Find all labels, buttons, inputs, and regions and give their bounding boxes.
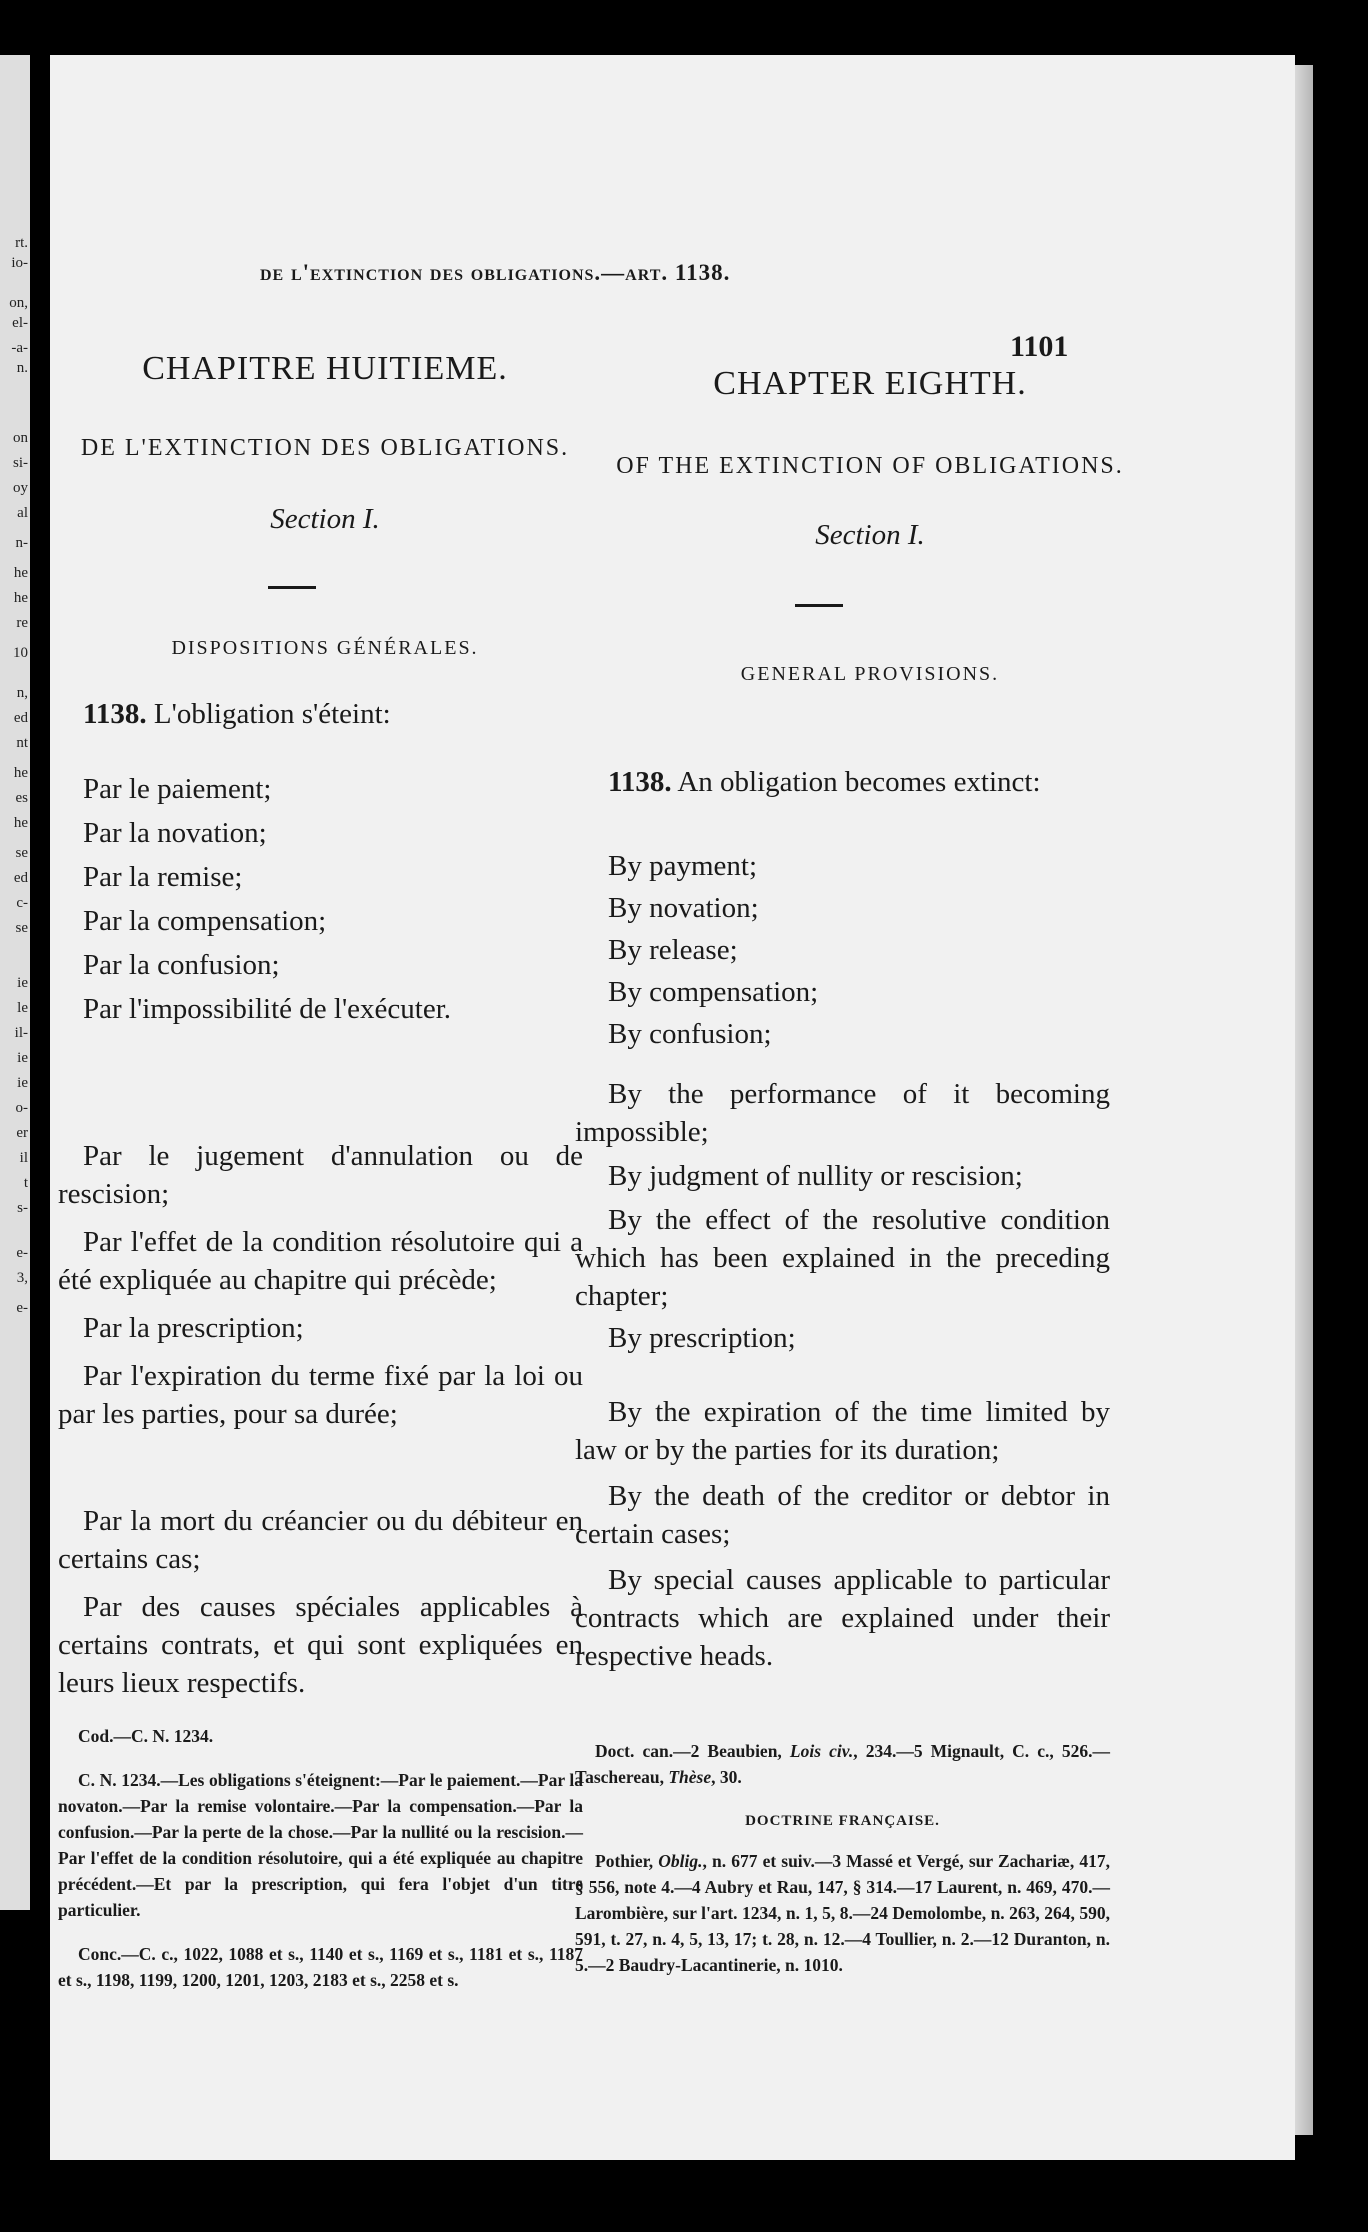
previous-page-fragment: nt [16, 735, 28, 751]
doct-italic-2: Thèse [668, 1767, 712, 1787]
list-item: Par l'expiration du terme fixé par la loi ou par les parties, pour sa durée; [58, 1360, 583, 1430]
previous-page-fragment: he [13, 565, 28, 581]
cod-text: —C. N. 1234. [113, 1726, 214, 1746]
previous-page-fragment: he [13, 590, 28, 606]
previous-page-fragment: al [17, 505, 28, 521]
list-item: By the performance of it becoming impossible; [575, 1078, 1110, 1148]
previous-page-fragment: il [19, 1150, 28, 1166]
previous-page-fragment: er [16, 1125, 28, 1141]
previous-page-fragment: oy [13, 480, 28, 496]
previous-page-fragment: re [16, 615, 28, 631]
previous-page-fragment: se [15, 845, 28, 861]
previous-page-fragment: el- [12, 315, 28, 331]
list-item: Par le jugement d'annulation ou de rescision; [58, 1140, 583, 1210]
heading-en: GENERAL PROVISIONS. [740, 663, 1000, 685]
doctrine-italic: Oblig. [658, 1851, 703, 1871]
list-item: Par l'effet de la condition résolutoire qui a été expliquée au chapitre qui précède; [58, 1226, 583, 1296]
doctrine-text: , n. 677 et suiv.—3 Massé et Vergé, sur Zachariæ, 417, § 556, note 4.—4 Aubry et Rau, 147, § 314.—17 Laurent, n. 469, 470.—Larombière, sur l'art. 1234, n. 1, 5, 8.—24 Demolombe, n. 263, 264, 590, 591, t. 27, n. 4, 5, 13, 17; t. 28, n. 12.—4 Toullier, n. 2.—12 Duranton, n. 5.—2 Baudry-Lacantinerie, n. 1010. [575, 1851, 1111, 1975]
subtitle-fr: DE L'EXTINCTION DES OBLIGATIONS. [80, 435, 570, 461]
chapter-title-en: CHAPTER EIGHTH. [713, 365, 1027, 402]
section-en: Section I. [815, 519, 925, 551]
previous-page-fragment: e- [16, 1300, 28, 1316]
previous-page-fragment: he [13, 765, 28, 781]
previous-page-fragment: 3, [16, 1270, 28, 1286]
previous-page-fragment: n. [16, 360, 28, 376]
previous-page-fragment: si- [13, 455, 28, 471]
cn-text: —Les obligations s'éteignent:—Par le paiement.—Par la novaton.—Par la remise volontaire.—Par la compensation.—Par la confusion.—Par la perte de la chose.—Par la nullité ou la rescision.—Par l'effet de la condition résolutoire, qui a été expliquée au chapitre précédent.—Et par la prescription, qui fera l'objet d'un titre particulier. [58, 1770, 584, 1920]
running-head-title: de l'extinction des obligations.—art. 1138. [260, 260, 731, 285]
subtitle-en: OF THE EXTINCTION OF OBLIGATIONS. [616, 453, 1124, 479]
page-edge-shadow [1295, 65, 1313, 2135]
book-page [50, 55, 1295, 2160]
list-item: Par la remise; [83, 861, 243, 893]
doct-label: Doct. can. [595, 1741, 674, 1761]
list-item: Par le paiement; [83, 773, 272, 805]
previous-page-fragment: 10 [13, 645, 28, 661]
previous-page-fragment: n, [16, 685, 28, 701]
previous-page-fragment: io- [11, 255, 28, 271]
previous-page-fragment: ie [17, 975, 28, 991]
list-b-en [575, 1075, 1110, 1357]
article-intro-line [575, 765, 1110, 799]
previous-page-edge [0, 55, 30, 1910]
previous-page-fragment: le [17, 1000, 28, 1016]
previous-page-fragment: n- [15, 535, 28, 551]
list-item: By the effect of the resolutive condition which has been explained in the preceding chapter; [575, 1204, 1110, 1312]
previous-page-fragment: ed [13, 710, 28, 726]
section-fr: Section I. [270, 503, 380, 535]
list-item: By judgment of nullity or rescision; [608, 1160, 1023, 1192]
list-item: By the expiration of the time limited by law or by the parties for its duration; [575, 1396, 1110, 1466]
doctrine-francaise-note [575, 1848, 1110, 1978]
list-item: By novation; [608, 892, 759, 924]
previous-page-fragment: t [23, 1175, 28, 1191]
article-intro-text-en: An obligation becomes extinct: [677, 766, 1041, 798]
previous-page-fragment: se [15, 920, 28, 936]
cn-label: C. N. 1234. [78, 1770, 161, 1790]
list-item: Par la prescription; [83, 1312, 304, 1344]
list-item: By payment; [608, 850, 758, 882]
list-item: By release; [608, 934, 738, 966]
list-item: Par la confusion; [83, 949, 280, 981]
list-item: Par la compensation; [83, 905, 327, 937]
doct-post: , 30. [711, 1767, 742, 1787]
chapter-title-fr: CHAPITRE HUITIEME. [142, 350, 508, 387]
page-number: 1101 [1010, 330, 1069, 363]
heading-fr: DISPOSITIONS GÉNÉRALES. [171, 637, 479, 659]
previous-page-fragment: on, [9, 295, 28, 311]
previous-page-fragment: c- [16, 895, 28, 911]
doctrine-notes-en [575, 1738, 1110, 1978]
separator-rule-en [795, 604, 843, 607]
doct-mid: , 234.—5 Mignault, C. c., 526.—Taschereau, [575, 1741, 1110, 1787]
right-column [50, 55, 1295, 2160]
list-item: Par la mort du créancier ou du débiteur en certains cas; [58, 1505, 583, 1575]
doctrine-heading: DOCTRINE FRANÇAISE. [745, 1813, 940, 1829]
previous-page-fragment: s- [17, 1200, 28, 1216]
article-intro-en [575, 765, 1110, 799]
conc-text: —C. c., 1022, 1088 et s., 1140 et s., 1169 et s., 1181 et s., 1187 et s., 1198, 1199, 1200, 1201, 1203, 2183 et s., 2258 et s. [58, 1944, 583, 1990]
previous-page-fragment: es [15, 790, 28, 806]
conc-label: Conc. [78, 1944, 122, 1964]
list-item: Par la novation; [83, 817, 267, 849]
list-item: Par des causes spéciales applicables à certains contrats, et qui sont expliquées en leurs lieux respectifs. [58, 1591, 583, 1699]
previous-page-fragment: ie [17, 1075, 28, 1091]
list-item: By prescription; [608, 1322, 796, 1354]
doct-italic-1: Lois civ. [789, 1741, 854, 1761]
previous-page-fragment: il- [14, 1025, 28, 1041]
list-item: By compensation; [608, 976, 819, 1008]
list-item: Par l'impossibilité de l'exécuter. [83, 993, 452, 1025]
previous-page-fragment: rt. [15, 235, 28, 251]
cod-label: Cod. [78, 1726, 114, 1746]
previous-page-fragment: o- [15, 1100, 28, 1116]
article-intro-text-fr: L'obligation s'éteint: [153, 698, 391, 730]
article-number-fr: 1138. [83, 698, 147, 730]
previous-page-fragment: -a- [11, 340, 28, 356]
previous-page-fragment: he [13, 815, 28, 831]
previous-page-fragment: on [13, 430, 28, 446]
doct-can-note [575, 1738, 1110, 1790]
previous-page-fragment: e- [16, 1245, 28, 1261]
previous-page-fragment: ie [17, 1050, 28, 1066]
list-a-en [608, 845, 1108, 1055]
list-c-en [575, 1393, 1110, 1675]
doct-pre: —2 Beaubien, [673, 1741, 790, 1761]
list-item: By the death of the creditor or debtor in certain cases; [575, 1480, 1110, 1550]
doctrine-pre: Pothier, [595, 1851, 659, 1871]
list-item: By special causes applicable to particular contracts which are explained under their respective heads. [575, 1564, 1110, 1672]
article-number-en: 1138. [608, 766, 672, 798]
list-item: By confusion; [608, 1018, 772, 1050]
previous-page-fragment: ed [13, 870, 28, 886]
